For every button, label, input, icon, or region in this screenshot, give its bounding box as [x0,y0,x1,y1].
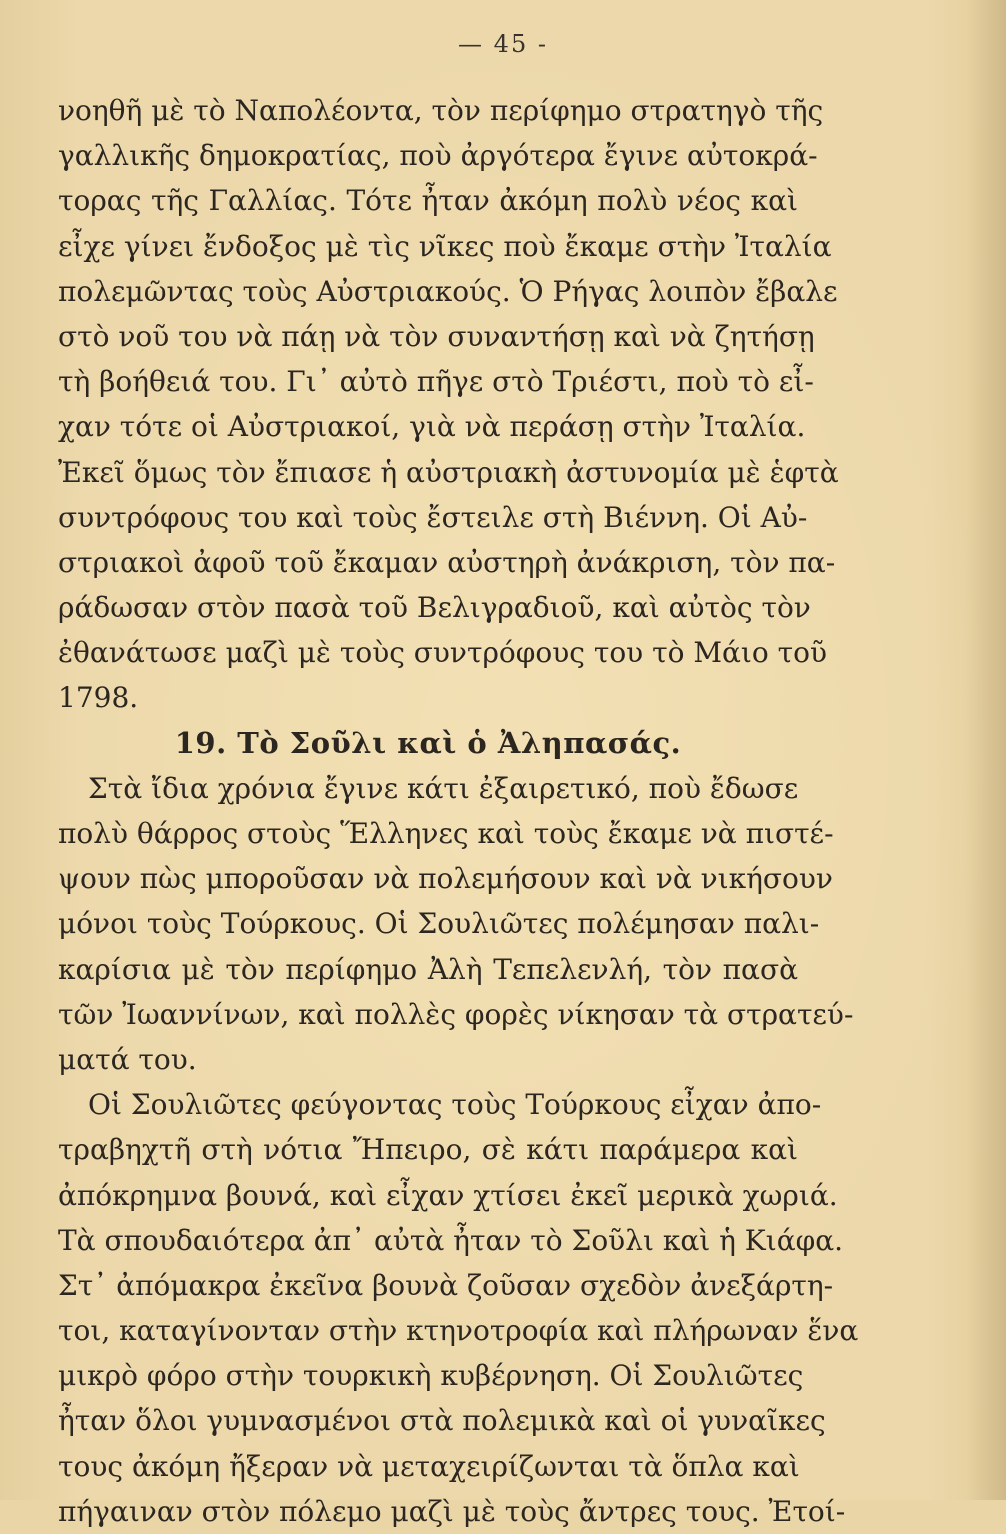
text-line: Στ᾽ ἀπόμακρα ἐκεῖνα βουνὰ ζοῦσαν σχεδὸν ἀνεξάρτη- [58,1268,834,1302]
text-line: πολὺ θάρρος στοὺς Ἕλληνες καὶ τοὺς ἔκαμε νὰ πιστέ- [58,817,834,850]
text-line: γαλλικῆς δημοκρατίας, ποὺ ἀργότερα ἔγινε αὐτοκρά- [58,139,818,173]
text-line: Οἱ Σουλιῶτες φεύγοντας τοὺς Τούρκους εἶχαν ἀπο- [88,1088,822,1122]
text-line: Τὰ σπουδαιότερα ἀπ᾽ αὐτὰ ἦταν τὸ Σοῦλι καὶ ἡ Κιάφα. [58,1223,844,1257]
section-heading: 19. Τὸ Σοῦλι καὶ ὁ Ἀληπασάς. [174,725,682,760]
text-line: στὸ νοῦ του νὰ πάῃ νὰ τὸν συναντήσῃ καὶ νὰ ζητήσῃ [58,319,815,353]
text-line: τους ἀκόμη ἤξεραν νὰ μεταχειρίζωνται τὰ ὅπλα καὶ [58,1449,800,1483]
text-line: τορας τῆς Γαλλίας. Τότε ἦταν ἀκόμη πολὺ νέος καὶ [58,184,798,218]
text-line: μόνοι τοὺς Τούρκους. Οἱ Σουλιῶτες πολέμησαν παλι- [58,907,820,941]
text-line: Στὰ ἴδια χρόνια ἔγινε κάτι ἐξαιρετικό, ποὺ ἔδωσε [88,771,799,805]
text-line: ράδωσαν στὸν πασὰ τοῦ Βελιγραδιοῦ, καὶ αὐτὸς τὸν [58,591,811,625]
text-line: τραβηχτῆ στὴ νότια Ἤπειρο, σὲ κάτι παράμερα καὶ [58,1133,798,1167]
text-line: καρίσια μὲ τὸν περίφημο Ἀλὴ Τεπελενλή, τὸν πασὰ [58,952,798,986]
text-line: τοι, καταγίνονταν στὴν κτηνοτροφία καὶ πλήρωναν ἕνα [58,1314,859,1348]
page-edge-shadow [966,0,1006,1500]
text-line: χαν τότε οἱ Αὐστριακοί, γιὰ νὰ περάσῃ στὴν Ἰταλία. [58,410,806,444]
text-line: τὴ βοήθειά του. Γι᾽ αὐτὸ πῆγε στὸ Τριέστι, ποὺ τὸ εἶ- [58,365,814,399]
text-line: στριακοὶ ἀφοῦ τοῦ ἔκαμαν αὐστηρὴ ἀνάκριση, τὸν πα- [58,545,836,579]
text-line: ἐθανάτωσε μαζὶ μὲ τοὺς συντρόφους του τὸ Μάιο τοῦ [58,636,828,670]
text-line: ἦταν ὅλοι γυμνασμένοι στὰ πολεμικὰ καὶ οἱ γυναῖκες [58,1404,826,1438]
text-line: ψουν πὼς μποροῦσαν νὰ πολεμήσουν καὶ νὰ νικήσουν [58,862,833,896]
page-number: — 45 - [458,30,548,58]
text-line: συντρόφους του καὶ τοὺς ἔστειλε στὴ Βιέννη. Οἱ Αὐ- [58,500,808,534]
text-line: ἀπόκρημνα βουνά, καὶ εἶχαν χτίσει ἐκεῖ μερικὰ χωριά. [58,1178,838,1212]
text-line: μικρὸ φόρο στὴν τουρκικὴ κυβέρνηση. Οἱ Σουλιῶτες [58,1359,804,1393]
text-line: εἶχε γίνει ἔνδοξος μὲ τὶς νῖκες ποὺ ἔκαμε στὴν Ἰταλία [58,229,832,263]
text-line: νοηθῆ μὲ τὸ Ναπολέοντα, τὸν περίφημο στρατηγὸ τῆς [58,94,824,127]
text-line: 1798. [58,681,139,715]
text-line: ματά του. [58,1042,197,1076]
text-line: τῶν Ἰωαννίνων, καὶ πολλὲς φορὲς νίκησαν τὰ στρατεύ- [58,997,854,1031]
text-line: πήγαιναν στὸν πόλεμο μαζὶ μὲ τοὺς ἄντρες τους. Ἐτοί- [58,1494,846,1528]
text-line: πολεμῶντας τοὺς Αὐστριακούς. Ὁ Ρήγας λοιπὸν ἔβαλε [58,274,838,308]
text-line: Ἐκεῖ ὅμως τὸν ἔπιασε ἡ αὐστριακὴ ἀστυνομία μὲ ἑφτὰ [58,455,839,489]
body-text [58,88,859,1534]
